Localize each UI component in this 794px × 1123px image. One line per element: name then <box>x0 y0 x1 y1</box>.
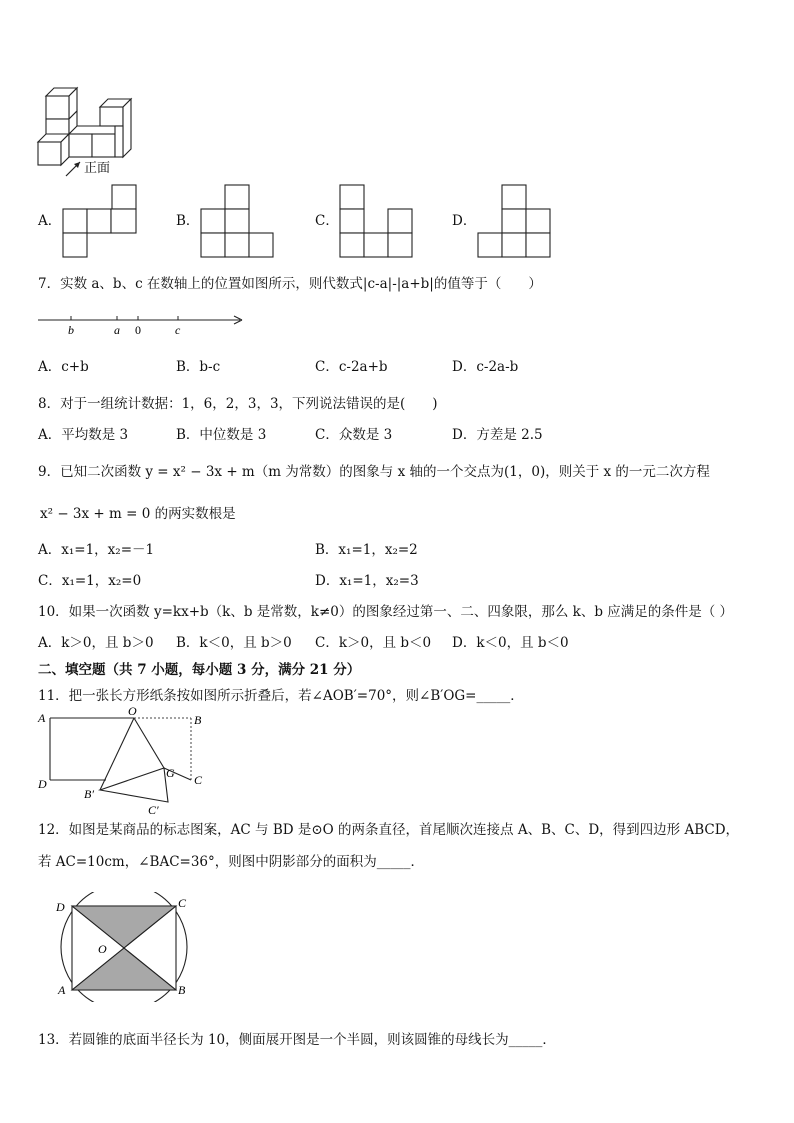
fig11-label-c-prime: C′ <box>148 803 159 817</box>
fig11-label-b-prime: B′ <box>84 787 94 801</box>
q10-option-c: C．k＞0，且 b＜0 <box>315 635 432 651</box>
fig12-label-b: B <box>178 983 186 997</box>
q9-stem-2: x² − 3x + m = 0 的两实数根是 <box>40 506 236 522</box>
section-title: 二、填空题（共 7 小题，每小题 3 分，满分 21 分） <box>38 662 361 678</box>
q11-stem: 11．把一张长方形纸条按如图所示折叠后，若∠AOB′=70°，则∠B′OG=_____． <box>38 688 524 704</box>
q6-option-b: B． <box>176 213 200 229</box>
axis-label-c: c <box>175 323 181 337</box>
q7-stem: 7．实数 a、b、c 在数轴上的位置如图所示，则代数式|c-a|-|a+b|的值等于（ ） <box>38 276 542 292</box>
q11-folded-strip-figure <box>36 706 216 818</box>
q13-stem: 13．若圆锥的底面半径长为 10，侧面展开图是一个半圆，则该圆锥的母线长为_____． <box>38 1032 556 1048</box>
axis-label-zero: 0 <box>135 323 141 337</box>
q10-option-a: A．k＞0，且 b＞0 <box>38 635 154 651</box>
q7-option-d: D．c-2a-b <box>452 359 519 375</box>
fig11-label-c: C <box>194 773 203 787</box>
q6-option-a: A． <box>38 213 62 229</box>
q9-option-d: D．x₁=1，x₂=3 <box>315 573 419 589</box>
q10-stem: 10．如果一次函数 y=kx+b（k、b 是常数，k≠0）的图象经过第一、二、四象限，那么 k、b 应满足的条件是（ ） <box>38 604 734 620</box>
q6-option-b-view <box>200 184 276 258</box>
fig11-label-g: G <box>166 766 175 780</box>
q9-stem: 9．已知二次函数 y = x² − 3x + m（m 为常数）的图象与 x 轴的一个交点为(1，0)，则关于 x 的一元二次方程 <box>38 464 710 480</box>
fig11-label-o: O <box>128 706 137 718</box>
fig12-label-d: D <box>56 900 65 914</box>
q7-option-c: C．c-2a+b <box>315 359 388 375</box>
fig11-label-b: B <box>194 713 202 727</box>
q8-option-b: B．中位数是 3 <box>176 427 267 443</box>
q6-option-c-view <box>339 184 415 258</box>
q7-option-b: B．b-c <box>176 359 221 375</box>
q6-option-d: D． <box>452 213 477 229</box>
front-label: 正面 <box>84 161 111 176</box>
q12-stem-2: 若 AC=10cm，∠BAC=36°，则图中阴影部分的面积为_____． <box>38 854 425 870</box>
q10-option-d: D．k＜0，且 b＜0 <box>452 635 569 651</box>
axis-label-b: b <box>68 323 74 337</box>
q6-option-c: C． <box>315 213 339 229</box>
q7-number-line <box>36 312 246 338</box>
q12-circle-logo-figure <box>50 892 200 1002</box>
fig11-label-a: A <box>38 711 46 725</box>
q8-option-d: D．方差是 2.5 <box>452 427 543 443</box>
fig12-label-c: C <box>178 896 187 910</box>
q9-option-a: A．x₁=1，x₂=－1 <box>38 542 155 558</box>
fig12-label-o: O <box>98 942 107 956</box>
q6-option-a-view <box>62 184 138 258</box>
q10-option-b: B．k＜0，且 b＞0 <box>176 635 292 651</box>
q8-option-c: C．众数是 3 <box>315 427 393 443</box>
q6-option-d-view <box>477 184 553 258</box>
q7-option-a: A．c+b <box>38 359 89 375</box>
q9-option-b: B．x₁=1，x₂=2 <box>315 542 418 558</box>
q8-option-a: A．平均数是 3 <box>38 427 129 443</box>
axis-label-a: a <box>114 323 120 337</box>
q12-stem: 12．如图是某商品的标志图案，AC 与 BD 是⊙O 的两条直径，首尾顺次连接点 A、B、C、D，得到四边形 ABCD， <box>38 822 740 838</box>
q9-option-c: C．x₁=1，x₂=0 <box>38 573 142 589</box>
q8-stem: 8．对于一组统计数据：1，6，2，3，3，下列说法错误的是( ) <box>38 396 438 412</box>
fig11-label-d: D <box>38 777 47 791</box>
fig12-label-a: A <box>58 983 66 997</box>
